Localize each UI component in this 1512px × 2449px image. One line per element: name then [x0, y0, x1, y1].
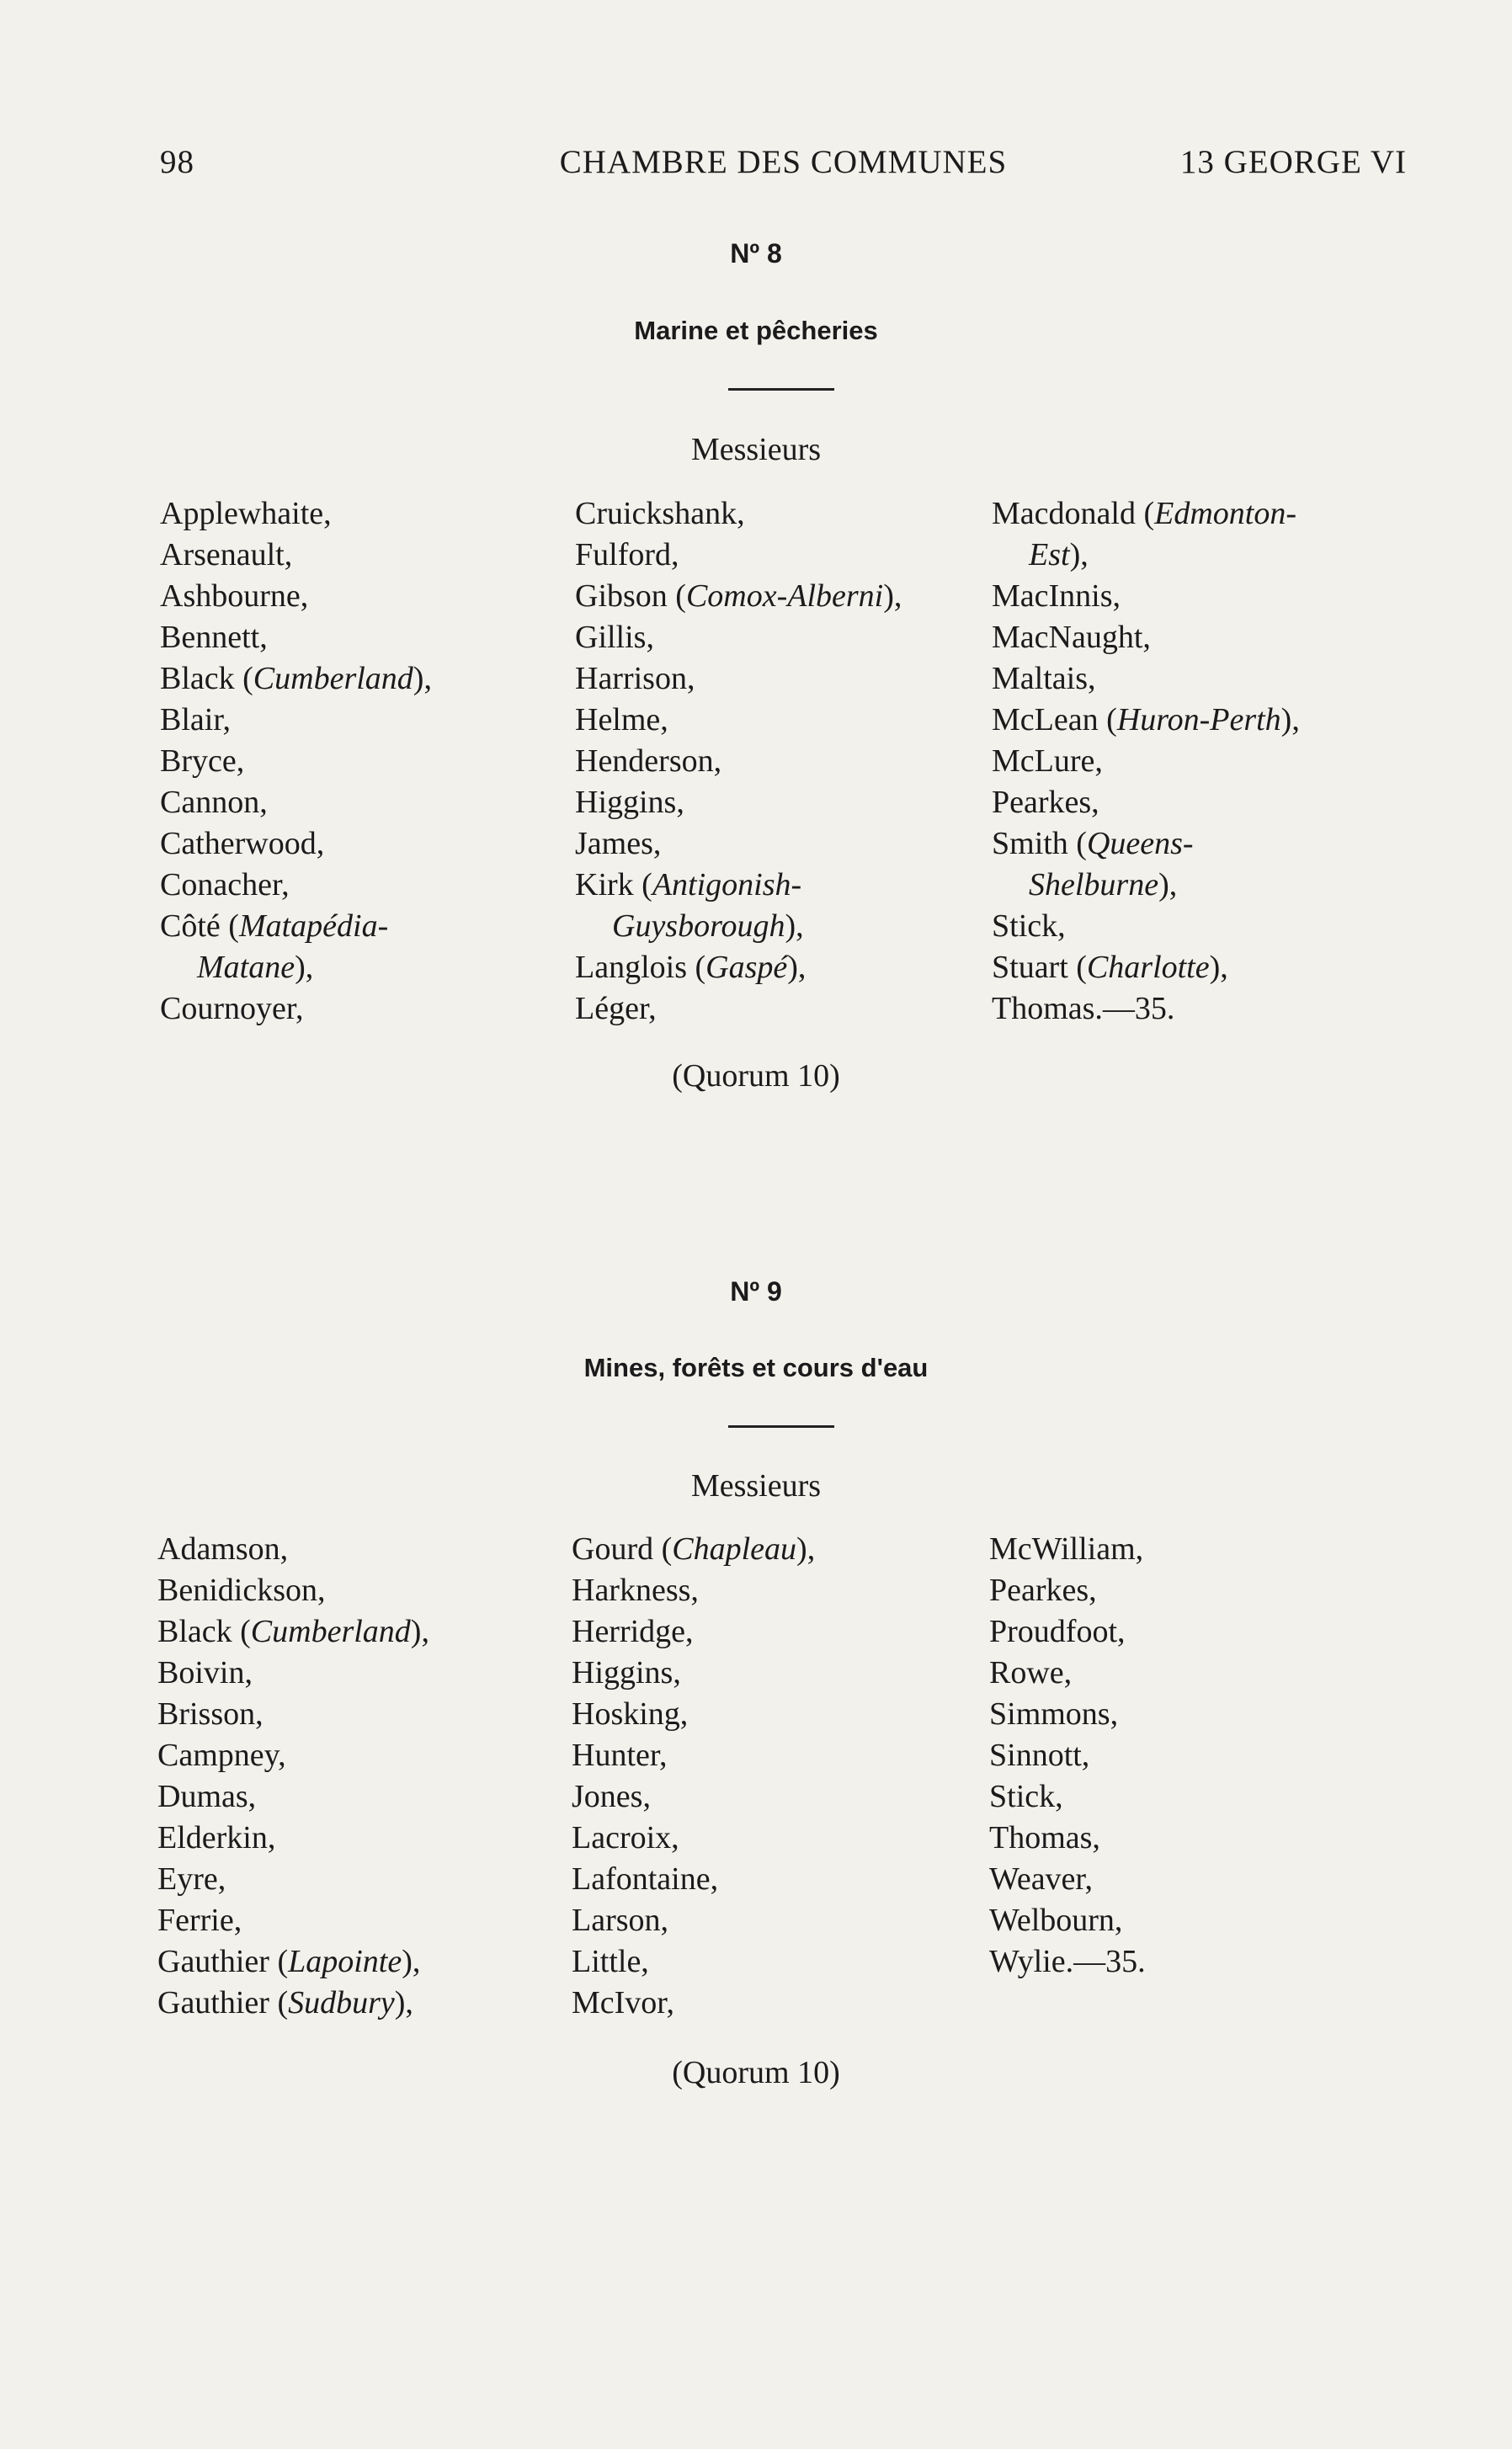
member-name: Bryce, — [160, 743, 245, 779]
salutation: Messieurs — [690, 432, 822, 467]
member-name: Pearkes, — [992, 785, 1099, 820]
section-number: Nº 8 — [730, 238, 782, 269]
salutation: Messieurs — [690, 1468, 822, 1504]
member-name: Smith (Queens- — [992, 826, 1194, 861]
member-name: Sinnott, — [989, 1738, 1090, 1773]
riding-name: Antigonish- — [652, 867, 802, 902]
member-name: Matane), — [197, 950, 314, 985]
riding-name: Cumberland — [250, 1614, 411, 1649]
member-name: Eyre, — [157, 1861, 226, 1897]
riding-name: Edmonton- — [1154, 496, 1296, 531]
member-name: Benidickson, — [157, 1573, 326, 1608]
member-name: Shelburne), — [1029, 867, 1178, 902]
member-name: Higgins, — [575, 785, 684, 820]
riding-name: Matapédia- — [238, 908, 389, 944]
member-name: Stick, — [989, 1779, 1063, 1814]
riding-name: Comox-Alberni — [685, 578, 884, 614]
member-name: Applewhaite, — [160, 496, 332, 531]
riding-name: Est — [1029, 537, 1070, 572]
riding-name: Sudbury — [288, 1985, 395, 2020]
member-name: Ashbourne, — [160, 578, 309, 614]
member-name: Herridge, — [572, 1614, 694, 1649]
member-name: Hosking, — [572, 1696, 689, 1732]
riding-name: Chapleau — [672, 1531, 797, 1567]
section-title: Marine et pêcheries — [634, 316, 878, 345]
member-name: Gourd (Chapleau), — [572, 1531, 816, 1567]
riding-name: Gaspé — [705, 950, 788, 985]
member-name: Macdonald (Edmonton- — [992, 496, 1296, 531]
member-name: Weaver, — [989, 1861, 1094, 1897]
riding-name: Charlotte — [1086, 950, 1210, 985]
member-name: Wylie.—35. — [989, 1944, 1146, 1979]
divider — [728, 1425, 834, 1428]
riding-name: Shelburne — [1029, 867, 1159, 902]
member-name: Boivin, — [157, 1655, 253, 1690]
member-name: Guysborough), — [612, 908, 804, 944]
riding-name: Queens- — [1086, 826, 1194, 861]
member-name: Fulford, — [575, 537, 679, 572]
running-header — [160, 143, 1407, 194]
riding-name: Matane — [197, 950, 295, 985]
riding-name: Huron-Perth — [1116, 702, 1281, 737]
riding-name: Cumberland — [253, 661, 413, 696]
member-name: Hunter, — [572, 1738, 668, 1773]
member-name: Arsenault, — [160, 537, 293, 572]
member-name: Brisson, — [157, 1696, 264, 1732]
member-name: Henderson, — [575, 743, 722, 779]
member-name: McLure, — [992, 743, 1103, 779]
member-name: Black (Cumberland), — [160, 661, 432, 696]
member-name: Stuart (Charlotte), — [992, 950, 1228, 985]
member-name: Adamson, — [157, 1531, 289, 1567]
member-name: Cruickshank, — [575, 496, 745, 531]
member-name: Cannon, — [160, 785, 268, 820]
member-name: Maltais, — [992, 661, 1096, 696]
page-title: CHAMBRE DES COMMUNES — [559, 144, 1008, 180]
member-name: Lacroix, — [572, 1820, 679, 1855]
member-name: McWilliam, — [989, 1531, 1144, 1567]
member-name: Helme, — [575, 702, 668, 737]
member-name: Larson, — [572, 1903, 669, 1938]
member-name: Gibson (Comox-Alberni), — [575, 578, 902, 614]
quorum-note: (Quorum 10) — [672, 2055, 840, 2090]
member-name: Lafontaine, — [572, 1861, 719, 1897]
page-number: 98 — [160, 144, 194, 180]
reign-label: 13 GEORGE VI — [1179, 144, 1407, 180]
member-column-3 — [989, 1529, 1146, 1983]
member-name: Black (Cumberland), — [157, 1614, 429, 1649]
member-name: McLean (Huron-Perth), — [992, 702, 1300, 737]
member-name: Elderkin, — [157, 1820, 276, 1855]
member-name: Côté (Matapédia- — [160, 908, 389, 944]
member-name: Simmons, — [989, 1696, 1119, 1732]
member-name: MacInnis, — [992, 578, 1121, 614]
member-name: Stick, — [992, 908, 1066, 944]
member-name: Kirk (Antigonish- — [575, 867, 802, 902]
member-column-2 — [575, 493, 902, 1030]
member-name: Pearkes, — [989, 1573, 1097, 1608]
member-name: Little, — [572, 1944, 649, 1979]
member-name: Campney, — [157, 1738, 286, 1773]
member-name: Gauthier (Sudbury), — [157, 1985, 413, 2020]
member-name: Welbourn, — [989, 1903, 1123, 1938]
member-name: Est), — [1029, 537, 1089, 572]
divider — [728, 388, 834, 391]
member-name: Harkness, — [572, 1573, 699, 1608]
member-name: Gauthier (Lapointe), — [157, 1944, 421, 1979]
member-name: Langlois (Gaspé), — [575, 950, 807, 985]
member-name: Gillis, — [575, 620, 654, 655]
member-name: Conacher, — [160, 867, 290, 902]
member-name: Proudfoot, — [989, 1614, 1126, 1649]
member-name: Dumas, — [157, 1779, 257, 1814]
member-name: MacNaught, — [992, 620, 1151, 655]
member-name: Higgins, — [572, 1655, 681, 1690]
member-name: James, — [575, 826, 662, 861]
member-name: Bennett, — [160, 620, 268, 655]
riding-name: Lapointe — [288, 1944, 402, 1979]
section-number: Nº 9 — [730, 1276, 782, 1307]
member-name: Harrison, — [575, 661, 695, 696]
member-name: Thomas.—35. — [992, 991, 1175, 1026]
riding-name: Guysborough — [612, 908, 785, 944]
member-name: Léger, — [575, 991, 657, 1026]
member-column-2 — [572, 1529, 815, 2024]
member-column-1 — [157, 1529, 429, 2024]
member-name: Ferrie, — [157, 1903, 242, 1938]
section-title: Mines, forêts et cours d'eau — [583, 1353, 929, 1382]
member-column-3 — [992, 493, 1300, 1030]
quorum-note: (Quorum 10) — [672, 1058, 840, 1094]
member-name: Cournoyer, — [160, 991, 304, 1026]
member-column-1 — [160, 493, 432, 1030]
member-name: McIvor, — [572, 1985, 674, 2020]
member-name: Rowe, — [989, 1655, 1073, 1690]
member-name: Jones, — [572, 1779, 651, 1814]
member-name: Thomas, — [989, 1820, 1100, 1855]
member-name: Catherwood, — [160, 826, 325, 861]
member-name: Blair, — [160, 702, 231, 737]
